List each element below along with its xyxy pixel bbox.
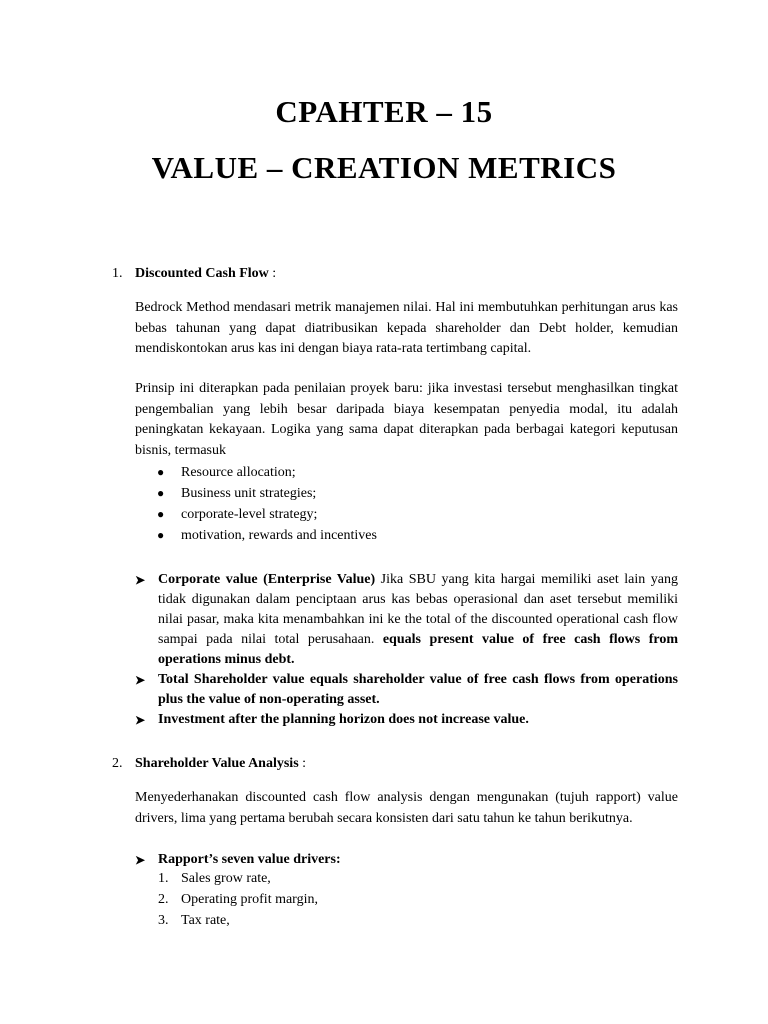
section-2-number: 2. <box>112 756 123 771</box>
list-item: ● Resource allocation; <box>135 462 678 483</box>
document-page: CPAHTER – 15 VALUE – CREATION METRICS 1. Discounted Cash Flow : Bedrock Method mendasari metrik manajemen nilai. Hal ini membutuhkan perhitungan arus kas bebas tahunan yang dapat diatribusikan kepada shareholder dan Debt holder, kemudian mendiskontokan arus kas ini dengan biaya rata-rata tertimbang capital. Prinsip ini diterapkan pada penilaian proyek baru: jika investasi tersebut menghasilkan tingkat pengembalian yang lebih besar daripada biaya kesempatan penyedia modal, itu adalah peningkatan kekayaan. Logika yang sama dapat diterapkan pada berbagai kategori keputusan bisnis, termasuk ● Resource allocation; ● Business unit strategies; ● corporate-level strategy; ● motivation, rewards and incentives ➤ Corporate value (Enterprise Value) Jika SBU yang kita hargai memiliki aset lain yang tidak digunakan dalam penciptaan arus kas bebas operasional dan aset tersebut memiliki nilai pasar, maka kita menambahkan ini ke the total of the discounted operational cash flow sampai pada nilai total perusahaan. equals present value of free cash flows from operations minus debt. ➤ Total Shareholder value equals shareholder value of free cash flows from operations plus the value of non-operating asset. ➤ Investment after the planning horizon does not increase value. 2. Shareholder Value Analysis : Menyederhanakan discounted cash flow analysis dengan mengunakan (tujuh rapport) value drivers, lima yang pertama berubah secara konsisten dari satu tahun ke tahun berikutnya. ➤ Rapport’s seven value drivers: 1. Sales grow rate, 2. Operating profit margin, 3. Tax rate, <box>0 0 768 1024</box>
arrow-item-seven-value-drivers: ➤ Rapport’s seven value drivers: <box>135 850 678 870</box>
arrowhead-icon: ➤ <box>135 573 146 587</box>
section-1-title: Discounted Cash Flow <box>135 266 269 281</box>
list-item: ● Business unit strategies; <box>135 483 678 504</box>
arrowhead-icon: ➤ <box>135 673 146 687</box>
bullet-icon: ● <box>157 486 165 500</box>
arrowhead-icon: ➤ <box>135 853 146 867</box>
bullet-icon: ● <box>157 507 165 521</box>
section-1-paragraph-1: Bedrock Method mendasari metrik manajemen nilai. Hal ini membutuhkan perhitungan arus kas bebas tahunan yang dapat diatribusikan kepada shareholder dan Debt holder, kemudian mendiskontokan arus kas ini dengan biaya rata-rata tertimbang capital. <box>135 300 678 356</box>
section-1-colon: : <box>268 266 277 281</box>
chapter-subtitle: VALUE – CREATION METRICS <box>151 150 617 185</box>
section-2-title: Shareholder Value Analysis <box>135 756 299 771</box>
section-1-number: 1. <box>112 266 123 281</box>
arrow-item-total-shareholder-value: ➤ Total Shareholder value equals shareholder value of free cash flows from operations plus the value of non-operating asset. <box>135 672 678 707</box>
chapter-title: CPAHTER – 15 <box>275 94 493 129</box>
section-1-arrow-list <box>135 570 678 730</box>
list-item: ● motivation, rewards and incentives <box>135 525 678 546</box>
list-item: ● corporate-level strategy; <box>135 504 678 525</box>
bullet-icon: ● <box>157 465 165 479</box>
section-1-bullet-list <box>135 462 678 546</box>
section-1-paragraph-2: Prinsip ini diterapkan pada penilaian proyek baru: jika investasi tersebut menghasilkan tingkat pengembalian yang lebih besar daripada biaya kesempatan penyedia modal, itu adalah peningkatan kekayaan. Logika yang sama dapat diterapkan pada berbagai kategori keputusan bisnis, termasuk <box>135 381 678 458</box>
arrow-item-corporate-value: ➤ Corporate value (Enterprise Value) Jika SBU yang kita hargai memiliki aset lain yang tidak digunakan dalam penciptaan arus kas bebas operasional dan aset tersebut memiliki nilai pasar, maka kita menambahkan ini ke the total of the discounted operational cash flow sampai pada nilai total perusahaan. equals present value of free cash flows from operations minus debt. <box>135 572 678 667</box>
bullet-icon: ● <box>157 528 165 542</box>
arrowhead-icon: ➤ <box>135 713 146 727</box>
section-2-arrow-list <box>135 850 678 870</box>
arrow-item-investment: ➤ Investment after the planning horizon does not increase value. <box>135 710 678 730</box>
section-2-paragraph-1: Menyederhanakan discounted cash flow analysis dengan mengunakan (tujuh rapport) value drivers, lima yang pertama berubah secara konsisten dari satu tahun ke tahun berikutnya. <box>135 790 678 826</box>
section-2-colon: : <box>298 756 307 771</box>
